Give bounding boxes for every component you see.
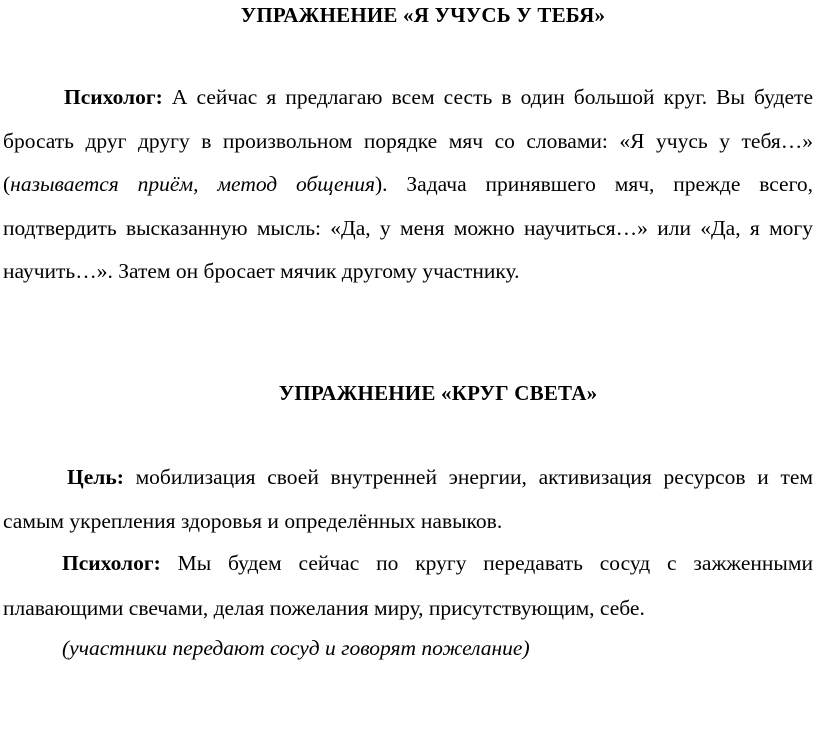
exercise-1-paragraph [3, 76, 813, 294]
exercise-1-text-part1: А сейчас я предлагаю всем сесть в один большой круг. Вы будете бросать друг другу в произвольном порядке мяч со словами: «Я учусь у тебя…» ( [3, 85, 813, 196]
exercise-2-title: УПРАЖНЕНИЕ «КРУГ СВЕТА» [278, 381, 598, 405]
exercise-2-speaker-paragraph [3, 541, 813, 631]
exercise-2-speaker-label: Психолог: [62, 551, 161, 575]
exercise-2-goal-text: мобилизация своей внутренней энергии, активизация ресурсов и тем самым укрепления здоровья и определённых навыков. [3, 465, 813, 533]
exercise-1-text-italic: называется приём, метод общения [10, 172, 376, 196]
exercise-2-goal-paragraph [3, 455, 813, 543]
exercise-1-title: УПРАЖНЕНИЕ «Я УЧУСЬ У ТЕБЯ» [240, 3, 606, 27]
exercise-2-speaker-text: Мы будем сейчас по кругу передавать сосуд с зажженными плавающими свечами, делая пожелания миру, присутствующим, себе. [3, 551, 813, 620]
exercise-1-text-part2: ). Задача принявшего мяч, прежде всего, подтвердить высказанную мысль: «Да, у меня можно научиться…» или «Да, я могу научить…». Затем он бросает мячик другому участнику. [3, 172, 814, 283]
exercise-2-goal-label: Цель: [67, 465, 124, 489]
exercise-2-note: (участники передают сосуд и говорят пожелание) [62, 636, 530, 660]
exercise-1-speaker-label: Психолог: [64, 85, 163, 109]
